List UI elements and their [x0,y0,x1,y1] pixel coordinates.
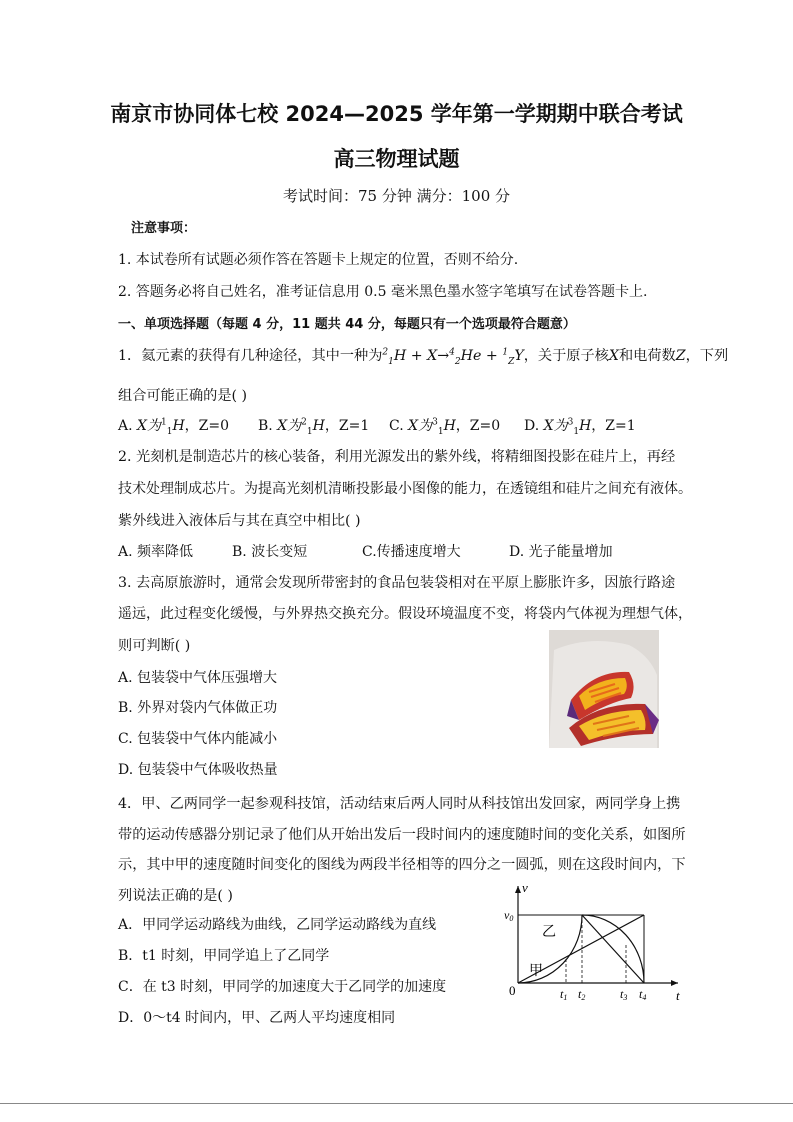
q1-option-b-charge: 1 [306,426,313,437]
q3-option-a: A. 包装袋中气体压强增大 [118,670,278,686]
question-2-line3: 紫外线进入液体后与其在真空中相比( ) [118,513,361,529]
origin-label: 0 [509,983,516,998]
q4-option-c: C．在 t3 时刻，甲同学的加速度大于乙同学的加速度 [118,979,447,995]
yi-line-down [582,915,644,983]
q4-option-b: B．t1 时刻，甲同学追上了乙同学 [118,948,330,964]
v-axis-arrow-icon [515,886,521,893]
v-axis-label: v [522,880,528,895]
t2-subscript: 2 [581,993,586,1002]
q3-option-b: B. 外界对袋内气体做正功 [118,700,278,716]
q1-option-d-post: ，Z=1 [591,418,636,434]
section-heading: 一、单项选择题（每题 4 分，11 题共 44 分，每题只有一个选项最符合题意） [118,317,576,332]
q1-option-c-mass: 3 [432,417,438,428]
q1-option-a-label: A. [118,418,133,434]
q1-option-a-sym: H [172,418,185,434]
eq-h-mass: 2 [382,347,389,358]
v0-label [504,908,513,923]
snack-bag-photo [549,630,659,748]
v0-symbol: v [504,908,510,922]
q1-text-d: ，下列 [685,348,729,364]
q2-option-d: D. 光子能量增加 [509,544,613,560]
q1-option-c-charge: 1 [437,426,444,437]
q1-text-a: 1．氦元素的获得有几种途径，其中一种为 [118,348,383,364]
question-3-line3: 则可判断( ) [118,638,191,654]
eq-y: Y [514,348,524,364]
q1-option-c [389,415,500,437]
notes-heading: 注意事项： [131,221,197,236]
q2-option-b: B. 波长变短 [232,544,308,560]
question-1-stem [118,345,728,367]
q1-text-c: 和电荷数 [618,348,676,364]
q4-option-d: D．0～t4 时间内，甲、乙两人平均速度相同 [118,1010,396,1026]
q2-option-a: A. 频率降低 [118,544,194,560]
q1-option-a [118,415,229,437]
eq-he-charge: 2 [454,356,461,367]
t1-subscript: 1 [563,993,568,1002]
question-2-line1: 2. 光刻机是制造芯片的核心装备，利用光源发出的紫外线，将精细图投影在硅片上，再经 [118,449,676,465]
q1-option-d-sym: H [579,418,592,434]
q1-equation [382,347,524,367]
q1-option-b-mass: 2 [301,417,307,428]
t-axis-arrow-icon [671,980,678,986]
t1-label [560,987,567,1002]
exam-title: 南京市协同体七校 2024—2025 学年第一学期期中联合考试 [110,102,683,126]
velocity-time-graph [500,880,685,1005]
q1-option-c-post: ，Z=0 [455,418,501,434]
eq-y-mass: 1 [502,347,509,358]
t-axis-label: t [676,988,680,1003]
eq-he-mass: 4 [449,347,455,358]
q1-z: Z [675,348,686,364]
t4-symbol: t [639,987,643,1001]
t2-label [578,987,585,1002]
q1-option-b-sym: H [312,418,325,434]
yi-label: 乙 [542,924,556,940]
t3-label [620,987,627,1002]
note-item-1: 1. 本试卷所有试题必须作答在答题卡上规定的位置，否则不给分. [118,252,519,268]
eq-h: H [393,348,407,364]
q1-option-d-pre: X为 [543,418,568,434]
question-2-line2: 技术处理制成芯片。为提高光刻机清晰投影最小图像的能力，在透镜组和硅片之间充有液体。 [118,481,692,497]
jia-label: 甲 [529,963,543,979]
question-1-line2: 组合可能正确的是( ) [118,388,248,404]
eq-plus1: + X→ [406,348,450,364]
q4-option-a: A．甲同学运动路线为曲线，乙同学运动路线为直线 [118,917,437,933]
eq-he: He [460,348,482,364]
question-4-line4: 列说法正确的是( ) [118,888,233,904]
t2-symbol: t [578,987,582,1001]
q3-option-d: D. 包装袋中气体吸收热量 [118,762,278,778]
q1-option-b [258,415,369,437]
q1-option-a-pre: X为 [137,418,161,434]
question-4-line2: 带的运动传感器分别记录了他们从开始出发后一段时间内的速度随时间的变化关系，如图所 [118,827,686,843]
q1-x: X [608,348,619,364]
t4-label [639,987,646,1002]
eq-h-charge: 1 [388,356,394,367]
question-3-line1: 3. 去高原旅游时，通常会发现所带密封的食品包装袋相对在平原上膨胀许多，因旅行路途 [118,575,676,591]
q1-option-a-mass: 1 [160,417,167,428]
note-item-2: 2. 答题务必将自己姓名，准考证信息用 0.5 毫米黑色墨水签字笔填写在试卷答题卡上. [118,284,648,300]
q1-option-c-sym: H [443,418,456,434]
q1-option-a-charge: 1 [166,426,173,437]
eq-y-charge: Z [508,356,515,367]
t3-symbol: t [620,987,624,1001]
eq-plus2: + [481,348,503,364]
v0-subscript: 0 [509,914,514,923]
q1-option-c-label: C. [389,418,404,434]
q1-option-b-pre: X为 [277,418,302,434]
q1-option-a-post: ，Z=0 [184,418,230,434]
q1-option-d-label: D. [524,418,540,434]
q2-option-c: C.传播速度增大 [362,544,461,560]
question-3-line2: 遥远，此过程变化缓慢，与外界热交换充分。假设环境温度不变，将袋内气体视为理想气体， [118,606,692,622]
question-4-line3: 示，其中甲的速度随时间变化的图线为两段半径相等的四分之一圆弧，则在这段时间内，下 [118,857,686,873]
q1-option-d-mass: 3 [567,417,574,428]
q1-text-b: ，关于原子核 [523,348,609,364]
q1-option-d [524,415,636,437]
snack-bag-illustration [549,630,659,748]
t3-subscript: 3 [623,993,628,1002]
exam-subtitle: 高三物理试题 [333,147,460,171]
exam-info: 考试时间：75 分钟 满分：100 分 [282,187,511,205]
t4-subscript: 4 [642,993,647,1002]
q1-option-d-charge: 1 [573,426,580,437]
question-4-line1: 4．甲、乙两同学一起参观科技馆，活动结束后两人同时从科技馆出发回家，两同学身上携 [118,796,681,812]
q1-option-b-post: ，Z=1 [324,418,370,434]
t1-symbol: t [560,987,564,1001]
q1-option-b-label: B. [258,418,273,434]
q1-option-c-pre: X为 [408,418,433,434]
q3-option-c: C. 包装袋中气体内能减小 [118,731,278,747]
page-bottom-divider [0,1103,793,1104]
